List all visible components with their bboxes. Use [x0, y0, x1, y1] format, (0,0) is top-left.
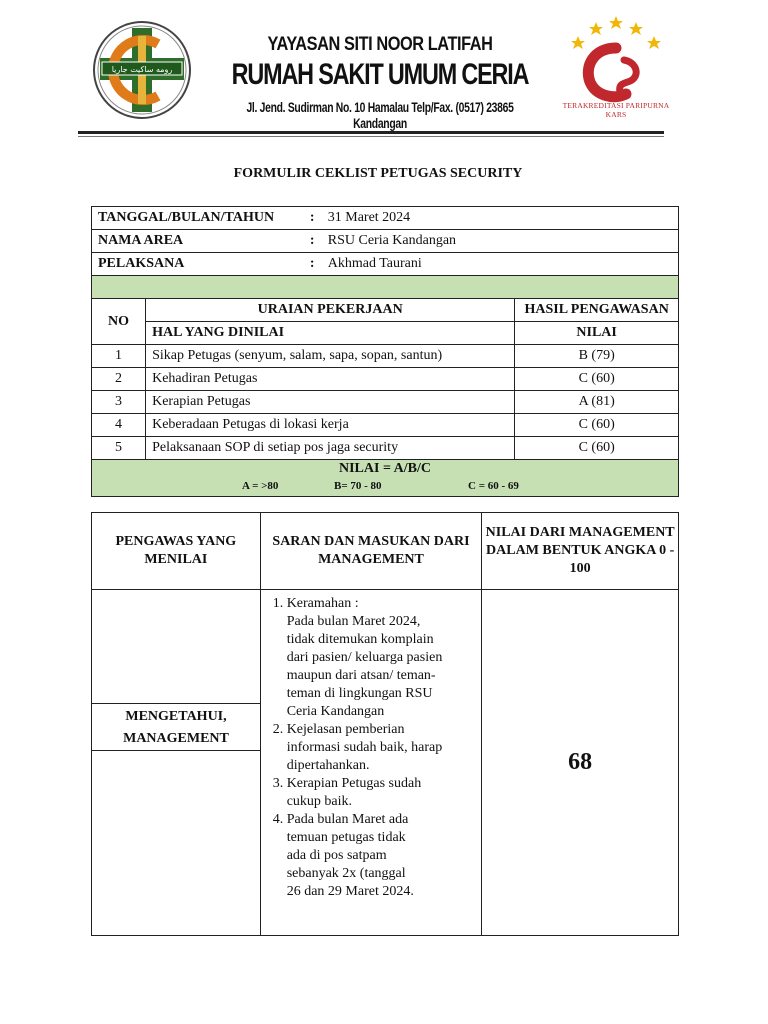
management-header-row — [92, 513, 679, 590]
saran-line: temuan petugas tidak — [286, 830, 406, 845]
accreditation-line-2: KARS — [605, 110, 627, 119]
table-row — [92, 368, 679, 391]
row-number: 4 — [92, 414, 146, 437]
mengetahui-line-1: MENGETAHUI, — [125, 709, 227, 724]
signature-column — [92, 590, 261, 936]
header-nilai-management: NILAI DARI MANAGEMENT DALAM BENTUK ANGKA 0 - 100 — [482, 513, 679, 590]
saran-item-title: Kerapian Petugas sudah — [286, 776, 422, 791]
saran-item-title: Pada bulan Maret ada — [286, 812, 409, 827]
info-label: TANGGAL/BULAN/TAHUN — [92, 207, 310, 230]
row-score: A (81) — [515, 391, 679, 414]
row-number: 1 — [92, 345, 146, 368]
info-colon: : — [310, 230, 326, 253]
accreditation-caption — [556, 101, 676, 119]
table-row — [92, 414, 679, 437]
row-number: 5 — [92, 437, 146, 460]
saran-item — [287, 595, 482, 721]
saran-line: maupun dari atsan/ teman- — [286, 668, 436, 683]
green-separator-row — [92, 276, 679, 299]
row-task: Sikap Petugas (senyum, salam, sapa, sopan, santun) — [146, 345, 515, 368]
header-rule — [78, 131, 664, 134]
foundation-name: YAYASAN SITI NOOR LATIFAH — [267, 34, 493, 55]
row-task: Keberadaan Petugas di lokasi kerja — [146, 414, 515, 437]
saran-line: Ceria Kandangan — [286, 704, 385, 719]
subheader-row — [92, 322, 679, 345]
checklist-table — [91, 206, 679, 497]
accreditation-line-1: TERAKREDITASI PARIPURNA — [562, 101, 670, 110]
table-row — [92, 345, 679, 368]
row-score: C (60) — [515, 414, 679, 437]
saran-line: teman di lingkungan RSU — [286, 686, 433, 701]
signature-stack — [92, 590, 260, 935]
saran-line: sebanyak 2x (tanggal — [286, 866, 406, 881]
saran-item — [287, 811, 482, 901]
nilai-scale — [92, 478, 678, 496]
scale-b: B= 70 - 80 — [334, 480, 382, 492]
nilai-legend-row — [92, 460, 679, 497]
header-uraian: URAIAN PEKERJAAN — [146, 299, 515, 322]
table-row — [92, 437, 679, 460]
saran-line: dari pasien/ keluarga pasien — [286, 650, 443, 665]
hospital-address: Jl. Jend. Sudirman No. 10 Hamalau Telp/Fax. (0517) 23865 Kandangan — [246, 99, 514, 131]
header-rule-thin — [78, 136, 664, 137]
saran-line: tidak ditemukan komplain — [286, 632, 434, 647]
saran-item — [287, 775, 482, 811]
row-number: 2 — [92, 368, 146, 391]
info-value: 31 Maret 2024 — [326, 207, 679, 230]
info-value: RSU Ceria Kandangan — [326, 230, 679, 253]
saran-column — [260, 590, 482, 936]
info-colon: : — [310, 253, 326, 276]
header-pengawas: PENGAWAS YANG MENILAI — [92, 513, 261, 590]
info-row — [92, 230, 679, 253]
scale-a: A = >80 — [242, 480, 279, 492]
header-hasil: HASIL PENGAWASAN — [515, 299, 679, 322]
header-hal: HAL YANG DINILAI — [146, 322, 515, 345]
row-task: Pelaksanaan SOP di setiap pos jaga security — [146, 437, 515, 460]
saran-line: cukup baik. — [286, 794, 353, 809]
mengetahui-line-2: MANAGEMENT — [123, 731, 229, 746]
saran-item-title: Kejelasan pemberian — [286, 722, 405, 737]
management-body-row — [92, 590, 679, 936]
row-score: C (60) — [515, 368, 679, 391]
row-score: C (60) — [515, 437, 679, 460]
header-nilai: NILAI — [515, 322, 679, 345]
form-title: FORMULIR CEKLIST PETUGAS SECURITY — [233, 166, 523, 181]
saran-line: ada di pos satpam — [286, 848, 387, 863]
saran-line: 26 dan 29 Maret 2024. — [286, 884, 414, 899]
mengetahui-label — [92, 703, 260, 751]
info-label: NAMA AREA — [92, 230, 310, 253]
management-table — [91, 512, 679, 936]
management-score: 68 — [482, 590, 679, 936]
info-row — [92, 207, 679, 230]
nilai-legend — [92, 460, 679, 497]
hospital-logo — [92, 20, 192, 120]
saran-line: Pada bulan Maret 2024, — [286, 614, 421, 629]
table-row — [92, 391, 679, 414]
saran-list — [261, 595, 482, 901]
row-score: B (79) — [515, 345, 679, 368]
nilai-legend-title: NILAI = A/B/C — [339, 461, 431, 476]
header-row — [92, 299, 679, 322]
saran-item-title: Keramahan : — [286, 596, 359, 611]
green-separator — [92, 276, 679, 299]
hospital-name: RUMAH SAKIT UMUM CERIA — [231, 58, 529, 91]
info-label: PELAKSANA — [92, 253, 310, 276]
scale-c: C = 60 - 69 — [468, 480, 519, 492]
info-colon: : — [310, 207, 326, 230]
info-row — [92, 253, 679, 276]
info-value: Akhmad Taurani — [326, 253, 679, 276]
row-task: Kehadiran Petugas — [146, 368, 515, 391]
row-task: Kerapian Petugas — [146, 391, 515, 414]
header-saran: SARAN DAN MASUKAN DARI MANAGEMENT — [260, 513, 482, 590]
logo-arabic-text: رومه ساكيت جاريا — [111, 65, 173, 74]
row-number: 3 — [92, 391, 146, 414]
header-no: NO — [92, 299, 146, 345]
saran-line: informasi sudah baik, harap — [286, 740, 443, 755]
saran-line: dipertahankan. — [286, 758, 370, 773]
saran-item — [287, 721, 482, 775]
